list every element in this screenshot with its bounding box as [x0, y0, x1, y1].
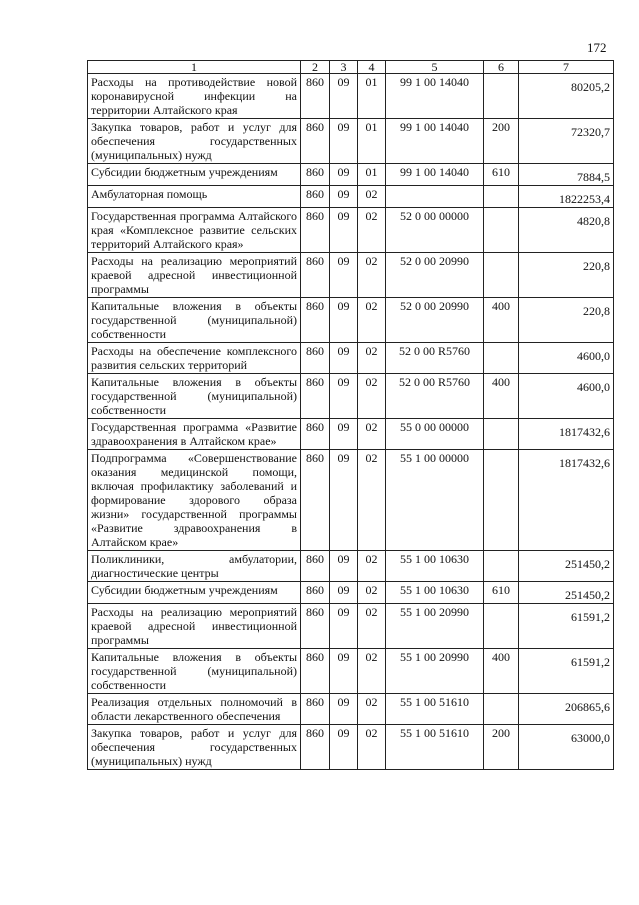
target-item-code: 55 1 00 10630: [386, 551, 484, 582]
section-code: 09: [330, 253, 358, 298]
target-item-code: 55 1 00 51610: [386, 725, 484, 770]
section-code: 09: [330, 649, 358, 694]
ministry-code: 860: [301, 649, 330, 694]
table-row: [88, 450, 614, 551]
item-name: Капитальные вложения в объекты государственной (муниципальной) собственности: [88, 374, 301, 419]
column-header: 6: [484, 61, 519, 74]
section-code: 09: [330, 694, 358, 725]
subsection-code: 02: [358, 419, 386, 450]
amount: 80205,2: [519, 74, 614, 119]
ministry-code: 860: [301, 419, 330, 450]
column-header: 4: [358, 61, 386, 74]
table-row: [88, 253, 614, 298]
target-item-code: 99 1 00 14040: [386, 164, 484, 186]
ministry-code: 860: [301, 74, 330, 119]
expense-type-code: [484, 186, 519, 208]
table-row: [88, 582, 614, 604]
expense-type-code: [484, 551, 519, 582]
item-name: Расходы на реализацию мероприятий краевой адресной инвестиционной программы: [88, 253, 301, 298]
table-row: [88, 208, 614, 253]
section-code: 09: [330, 119, 358, 164]
ministry-code: 860: [301, 298, 330, 343]
expense-type-code: 400: [484, 649, 519, 694]
section-code: 09: [330, 604, 358, 649]
subsection-code: 02: [358, 582, 386, 604]
ministry-code: 860: [301, 186, 330, 208]
amount: 251450,2: [519, 582, 614, 604]
ministry-code: 860: [301, 253, 330, 298]
ministry-code: 860: [301, 164, 330, 186]
target-item-code: 99 1 00 14040: [386, 119, 484, 164]
subsection-code: 02: [358, 450, 386, 551]
item-name: Субсидии бюджетным учреждениям: [88, 582, 301, 604]
subsection-code: 01: [358, 119, 386, 164]
amount: 61591,2: [519, 604, 614, 649]
table-row: [88, 374, 614, 419]
target-item-code: 99 1 00 14040: [386, 74, 484, 119]
item-name: Амбулаторная помощь: [88, 186, 301, 208]
amount: 1817432,6: [519, 419, 614, 450]
target-item-code: 52 0 00 R5760: [386, 374, 484, 419]
section-code: 09: [330, 208, 358, 253]
item-name: Закупка товаров, работ и услуг для обеспечения государственных (муниципальных) нужд: [88, 119, 301, 164]
expense-type-code: 610: [484, 582, 519, 604]
section-code: 09: [330, 374, 358, 419]
ministry-code: 860: [301, 343, 330, 374]
subsection-code: 02: [358, 343, 386, 374]
target-item-code: 52 0 00 20990: [386, 253, 484, 298]
table-row: [88, 604, 614, 649]
section-code: 09: [330, 164, 358, 186]
amount: 206865,6: [519, 694, 614, 725]
section-code: 09: [330, 551, 358, 582]
expense-type-code: 400: [484, 298, 519, 343]
item-name: Расходы на противодействие новой коронавирусной инфекции на территории Алтайского края: [88, 74, 301, 119]
table-row: [88, 419, 614, 450]
column-header: 7: [519, 61, 614, 74]
section-code: 09: [330, 343, 358, 374]
target-item-code: 55 1 00 20990: [386, 604, 484, 649]
expense-type-code: [484, 450, 519, 551]
ministry-code: 860: [301, 694, 330, 725]
ministry-code: 860: [301, 208, 330, 253]
ministry-code: 860: [301, 374, 330, 419]
item-name: Капитальные вложения в объекты государственной (муниципальной) собственности: [88, 298, 301, 343]
subsection-code: 02: [358, 649, 386, 694]
item-name: Капитальные вложения в объекты государственной (муниципальной) собственности: [88, 649, 301, 694]
table-row: [88, 164, 614, 186]
section-code: 09: [330, 450, 358, 551]
section-code: 09: [330, 74, 358, 119]
subsection-code: 01: [358, 164, 386, 186]
subsection-code: 02: [358, 253, 386, 298]
expense-type-code: [484, 343, 519, 374]
expense-type-code: [484, 74, 519, 119]
amount: 1822253,4: [519, 186, 614, 208]
amount: 220,8: [519, 298, 614, 343]
budget-table: [87, 60, 614, 770]
amount: 63000,0: [519, 725, 614, 770]
expense-type-code: [484, 419, 519, 450]
item-name: Расходы на реализацию мероприятий краевой адресной инвестиционной программы: [88, 604, 301, 649]
subsection-code: 02: [358, 186, 386, 208]
target-item-code: 52 0 00 20990: [386, 298, 484, 343]
item-name: Субсидии бюджетным учреждениям: [88, 164, 301, 186]
table-row: [88, 298, 614, 343]
expense-type-code: 200: [484, 119, 519, 164]
ministry-code: 860: [301, 582, 330, 604]
item-name: Расходы на обеспечение комплексного развития сельских территорий: [88, 343, 301, 374]
table-row: [88, 119, 614, 164]
table-body: [88, 74, 614, 770]
table-row: [88, 725, 614, 770]
column-header: 5: [386, 61, 484, 74]
target-item-code: 55 1 00 00000: [386, 450, 484, 551]
ministry-code: 860: [301, 725, 330, 770]
ministry-code: 860: [301, 119, 330, 164]
subsection-code: 02: [358, 374, 386, 419]
amount: 220,8: [519, 253, 614, 298]
expense-type-code: [484, 253, 519, 298]
ministry-code: 860: [301, 604, 330, 649]
subsection-code: 02: [358, 694, 386, 725]
target-item-code: [386, 186, 484, 208]
target-item-code: 52 0 00 00000: [386, 208, 484, 253]
target-item-code: 52 0 00 R5760: [386, 343, 484, 374]
expense-type-code: [484, 208, 519, 253]
amount: 4820,8: [519, 208, 614, 253]
item-name: Закупка товаров, работ и услуг для обеспечения государственных (муниципальных) нужд: [88, 725, 301, 770]
section-code: 09: [330, 419, 358, 450]
item-name: Государственная программа Алтайского края «Комплексное развитие сельских территорий Алтайского края»: [88, 208, 301, 253]
subsection-code: 01: [358, 74, 386, 119]
amount: 61591,2: [519, 649, 614, 694]
subsection-code: 02: [358, 725, 386, 770]
item-name: Реализация отдельных полномочий в области лекарственного обеспечения: [88, 694, 301, 725]
table-row: [88, 694, 614, 725]
column-header: 1: [88, 61, 301, 74]
expense-type-code: 610: [484, 164, 519, 186]
item-name: Поликлиники, амбулатории, диагностические центры: [88, 551, 301, 582]
ministry-code: 860: [301, 450, 330, 551]
section-code: 09: [330, 186, 358, 208]
expense-type-code: 400: [484, 374, 519, 419]
section-code: 09: [330, 725, 358, 770]
section-code: 09: [330, 298, 358, 343]
column-header: 2: [301, 61, 330, 74]
amount: 1817432,6: [519, 450, 614, 551]
table-row: [88, 551, 614, 582]
subsection-code: 02: [358, 604, 386, 649]
section-code: 09: [330, 582, 358, 604]
amount: 7884,5: [519, 164, 614, 186]
ministry-code: 860: [301, 551, 330, 582]
expense-type-code: [484, 694, 519, 725]
page-number: 172: [587, 40, 607, 55]
item-name: Государственная программа «Развитие здравоохранения в Алтайском крае»: [88, 419, 301, 450]
table-row: [88, 74, 614, 119]
column-header: 3: [330, 61, 358, 74]
amount: 251450,2: [519, 551, 614, 582]
table-header-row: [88, 61, 614, 74]
table-row: [88, 186, 614, 208]
amount: 72320,7: [519, 119, 614, 164]
subsection-code: 02: [358, 298, 386, 343]
target-item-code: 55 1 00 10630: [386, 582, 484, 604]
target-item-code: 55 1 00 51610: [386, 694, 484, 725]
target-item-code: 55 0 00 00000: [386, 419, 484, 450]
expense-type-code: 200: [484, 725, 519, 770]
table-row: [88, 649, 614, 694]
item-name: Подпрограмма «Совершенствование оказания медицинской помощи, включая профилактику заболеваний и формирование здорового образа жизни» государственной программы «Развитие здравоохранения в Алтайском крае»: [88, 450, 301, 551]
expense-type-code: [484, 604, 519, 649]
amount: 4600,0: [519, 343, 614, 374]
table-row: [88, 343, 614, 374]
amount: 4600,0: [519, 374, 614, 419]
subsection-code: 02: [358, 208, 386, 253]
target-item-code: 55 1 00 20990: [386, 649, 484, 694]
subsection-code: 02: [358, 551, 386, 582]
